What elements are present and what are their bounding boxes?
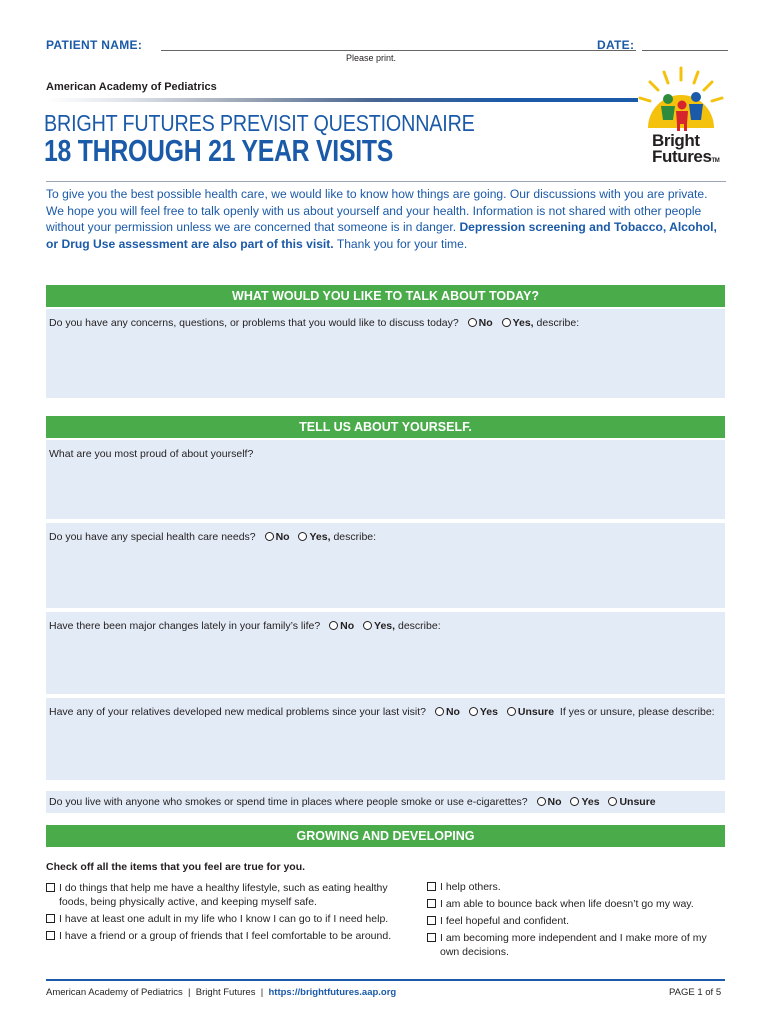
form-subtitle: 18 THROUGH 21 YEAR VISITS — [44, 133, 394, 168]
intro-end: Thank you for your time. — [333, 236, 468, 251]
footer-brand: Bright Futures — [195, 987, 256, 998]
checkbox[interactable] — [46, 931, 55, 940]
intro-paragraph — [46, 186, 726, 252]
question-text: Do you have any concerns, questions, or problems that you would like to discuss today? — [49, 317, 459, 329]
question-special-needs — [46, 523, 725, 608]
option-no-label: No — [445, 706, 460, 718]
logo-tm: TM — [711, 158, 720, 164]
option-yes-label: Yes — [479, 706, 498, 718]
checklist-item-label: I have a friend or a group of friends that I feel comfortable to be around. — [59, 930, 392, 942]
checklist-item — [427, 914, 725, 928]
date-field[interactable] — [642, 50, 728, 51]
radio-unsure[interactable] — [608, 797, 617, 806]
checklist-item — [427, 880, 725, 894]
checklist-item — [427, 897, 725, 911]
checkbox[interactable] — [46, 914, 55, 923]
question-text: What are you most proud of about yourself? — [49, 448, 254, 460]
footer-org: American Academy of Pediatrics — [46, 987, 183, 998]
question-text: Have any of your relatives developed new medical problems since your last visit? — [49, 706, 427, 718]
logo-line1: Bright — [652, 131, 700, 150]
checklist-right — [427, 880, 725, 962]
question-proud — [46, 440, 725, 519]
question-text: Do you have any special health care needs? — [49, 531, 256, 543]
option-unsure-label: Unsure — [517, 706, 555, 718]
please-print-note: Please print. — [346, 53, 397, 63]
checkbox[interactable] — [427, 899, 436, 908]
checklist-item — [46, 881, 408, 909]
radio-no[interactable] — [468, 318, 477, 327]
radio-no[interactable] — [329, 621, 338, 630]
option-yes-label: Yes — [581, 796, 600, 808]
checklist-item-label: I help others. — [440, 881, 501, 893]
checklist-instructions: Check off all the items that you feel are true for you. — [46, 861, 306, 873]
checklist-item-label: I am able to bounce back when life doesn’t go my way. — [440, 898, 694, 910]
section-header-about: TELL US ABOUT YOURSELF. — [46, 416, 725, 438]
describe-label: describe: — [398, 620, 441, 632]
option-no-label: No — [275, 531, 290, 543]
date-label: DATE: — [597, 38, 635, 52]
checklist-item-label: I have at least one adult in my life who I know I can go to if I need help. — [59, 913, 389, 925]
title-rule — [46, 181, 726, 182]
option-yes-label: Yes, — [309, 531, 331, 543]
checklist-item-label: I do things that help me have a healthy lifestyle, such as eating healthy foods, being physically active, and keeping myself safe. — [59, 882, 388, 908]
option-no-label: No — [547, 796, 562, 808]
footer-url-link[interactable]: https://brightfutures.aap.org — [268, 987, 397, 998]
question-family-changes — [46, 612, 725, 694]
page-number: PAGE 1 of 5 — [669, 987, 722, 998]
radio-no[interactable] — [265, 532, 274, 541]
patient-name-label: PATIENT NAME: — [46, 38, 143, 52]
checkbox[interactable] — [427, 916, 436, 925]
checkbox[interactable] — [46, 883, 55, 892]
option-no-label: No — [478, 317, 493, 329]
checklist-item-label: I feel hopeful and confident. — [440, 915, 570, 927]
option-yes-label: Yes, — [374, 620, 396, 632]
describe-label: describe: — [536, 317, 580, 329]
footer-separator: | — [188, 987, 191, 998]
radio-unsure[interactable] — [507, 707, 516, 716]
radio-yes[interactable] — [298, 532, 307, 541]
form-title: BRIGHT FUTURES PREVISIT QUESTIONNAIRE — [44, 110, 475, 136]
option-no-label: No — [340, 620, 355, 632]
checklist-left — [46, 881, 408, 946]
logo-wordmark — [652, 133, 719, 169]
describe-label: If yes or unsure, please describe: — [559, 706, 715, 718]
checkbox[interactable] — [427, 933, 436, 942]
radio-yes[interactable] — [570, 797, 579, 806]
radio-no[interactable] — [537, 797, 546, 806]
option-unsure-label: Unsure — [619, 796, 656, 808]
footer — [46, 987, 396, 998]
footer-rule — [46, 979, 725, 981]
question-text: Have there been major changes lately in your family’s life? — [49, 620, 321, 632]
question-relatives-medical — [46, 698, 725, 780]
header-rule — [46, 98, 638, 102]
describe-label: describe: — [333, 531, 377, 543]
radio-no[interactable] — [435, 707, 444, 716]
checkbox[interactable] — [427, 882, 436, 891]
question-smoking — [46, 791, 725, 813]
radio-yes[interactable] — [502, 318, 511, 327]
question-text: Do you live with anyone who smokes or spend time in places where people smoke or use e-cigarettes? — [49, 796, 528, 808]
section-header-talk: WHAT WOULD YOU LIKE TO TALK ABOUT TODAY? — [46, 285, 725, 307]
logo-line2: Futures — [652, 147, 712, 166]
intro-bold: Depression screening and Tobacco, Alcohol, or Drug Use assessment are also part of this visit. — [46, 220, 717, 251]
radio-yes[interactable] — [469, 707, 478, 716]
radio-yes[interactable] — [363, 621, 372, 630]
footer-separator: | — [260, 987, 264, 998]
section-header-growing: GROWING AND DEVELOPING — [46, 825, 725, 847]
option-yes-label: Yes, — [512, 317, 534, 329]
patient-name-field[interactable] — [161, 50, 636, 51]
checklist-item-label: I am becoming more independent and I make more of my own decisions. — [440, 932, 707, 958]
checklist-item — [46, 912, 408, 926]
checklist-item — [46, 929, 408, 943]
intro-text: To give you the best possible health care, we would like to know how things are going. Our discussions with you are private. We hope you will feel free to talk openly with us about yourself and your health. Information is not shared with other people without your permission unless we are concerned that someone is in danger. — [46, 187, 708, 235]
checklist-item — [427, 931, 725, 959]
org-name: American Academy of Pediatrics — [46, 81, 217, 93]
question-concerns — [46, 309, 725, 398]
